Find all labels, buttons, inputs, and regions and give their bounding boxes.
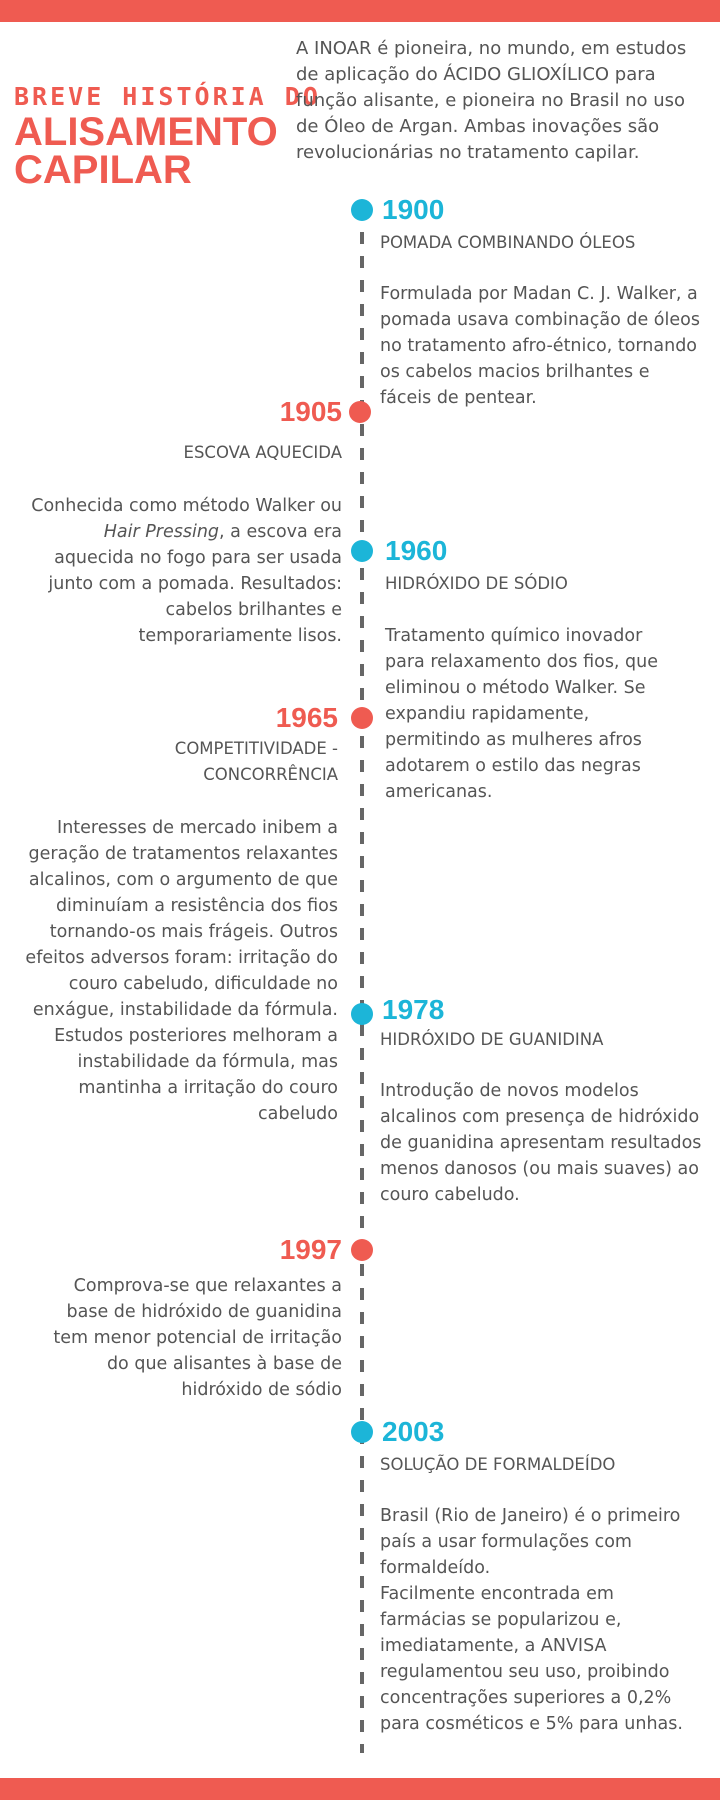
timeline-dot-1905 (349, 401, 371, 423)
event-heading-2003: SOLUÇÃO DE FORMALDEÍDO (380, 1455, 616, 1474)
timeline-dot-2003 (351, 1421, 373, 1443)
event-description-1905-part1: Conhecida como método Walker ou (31, 496, 342, 516)
event-description-1900: Formulada por Madan C. J. Walker, a pomada usava combinação de óleos no tratamento afro-étnico, tornando os cabelos macios brilhantes e fáceis de pentear. (380, 284, 700, 408)
event-year-1965: 1965 (275, 702, 338, 733)
top-accent-bar (0, 0, 720, 22)
timeline-dot-1978 (351, 1003, 373, 1025)
event-heading-1900: POMADA COMBINANDO ÓLEOS (380, 233, 636, 252)
bottom-accent-bar (0, 1778, 720, 1800)
page-title: ALISAMENTO CAPILAR (14, 110, 278, 192)
event-heading-1978: HIDRÓXIDO DE GUANIDINA (380, 1030, 604, 1049)
event-year-1900: 1900 (382, 194, 445, 225)
timeline-dot-1960 (351, 540, 373, 562)
timeline-dashed-line (360, 208, 364, 1753)
timeline-dot-1965 (351, 707, 373, 729)
event-description-1905-part2: , a escova era aquecida no fogo para ser usada junto com a pomada. Resultados: cabelos brilhantes e temporariamente lisos. (48, 522, 342, 646)
event-heading-1965: COMPETITIVIDADE - CONCORRÊNCIA (174, 739, 338, 784)
event-heading-1960: HIDRÓXIDO DE SÓDIO (385, 574, 568, 593)
event-description-1997: Comprova-se que relaxantes a base de hidróxido de guanidina tem menor potencial de irritação do que alisantes à base de hidróxido de sódio (53, 1276, 342, 1400)
event-year-1905: 1905 (279, 396, 342, 427)
timeline-dot-1900 (351, 199, 373, 221)
timeline-dot-1997 (351, 1239, 373, 1261)
event-description-1978: Introdução de novos modelos alcalinos com presença de hidróxido de guanidina apresentam resultados menos danosos (ou mais suaves) ao couro cabeludo. (380, 1081, 702, 1205)
title-kicker: BREVE HISTÓRIA DO (14, 82, 321, 111)
event-year-1997: 1997 (279, 1234, 342, 1265)
event-description-1905-italic: Hair Pressing (103, 522, 220, 542)
event-description-1960: Tratamento químico inovador para relaxamento dos fios, que eliminou o método Walker. Se expandiu rapidamente, permitindo as mulheres afros adotarem o estilo das negras americanas. (385, 626, 659, 802)
event-year-1960: 1960 (385, 535, 448, 566)
intro-text: A INOAR é pioneira, no mundo, em estudos de aplicação do ÁCIDO GLIOXÍLICO para função alisante, e pioneira no Brasil no uso de Óleo de Argan. Ambas inovações são revolucionárias no tratamento capilar. (296, 38, 687, 163)
event-description-1965: Interesses de mercado inibem a geração de tratamentos relaxantes alcalinos, com o argumento de que diminuíam a resistência dos fios tornando-os mais frágeis. Outros efeitos adversos foram: irritação do couro cabeludo, dificuldade no enxágue, instabilidade da fórmula. Estudos posteriores melhoram a instabilidade da fórmula, mas mantinha a irritação do couro cabeludo (25, 818, 338, 1124)
event-description-2003-p2: Facilmente encontrada em farmácias se popularizou e, imediatamente, a ANVISA regulamentou seu uso, proibindo concentrações superiores a 0,2% para cosméticos e 5% para unhas. (380, 1584, 683, 1734)
event-description-2003 (380, 1503, 705, 1737)
event-year-2003: 2003 (382, 1416, 445, 1447)
event-description-2003-p1: Brasil (Rio de Janeiro) é o primeiro país a usar formulações com formaldeído. (380, 1506, 681, 1578)
event-description-1905 (30, 493, 342, 649)
event-year-1978: 1978 (382, 994, 445, 1025)
event-heading-1905: ESCOVA AQUECIDA (183, 443, 342, 462)
